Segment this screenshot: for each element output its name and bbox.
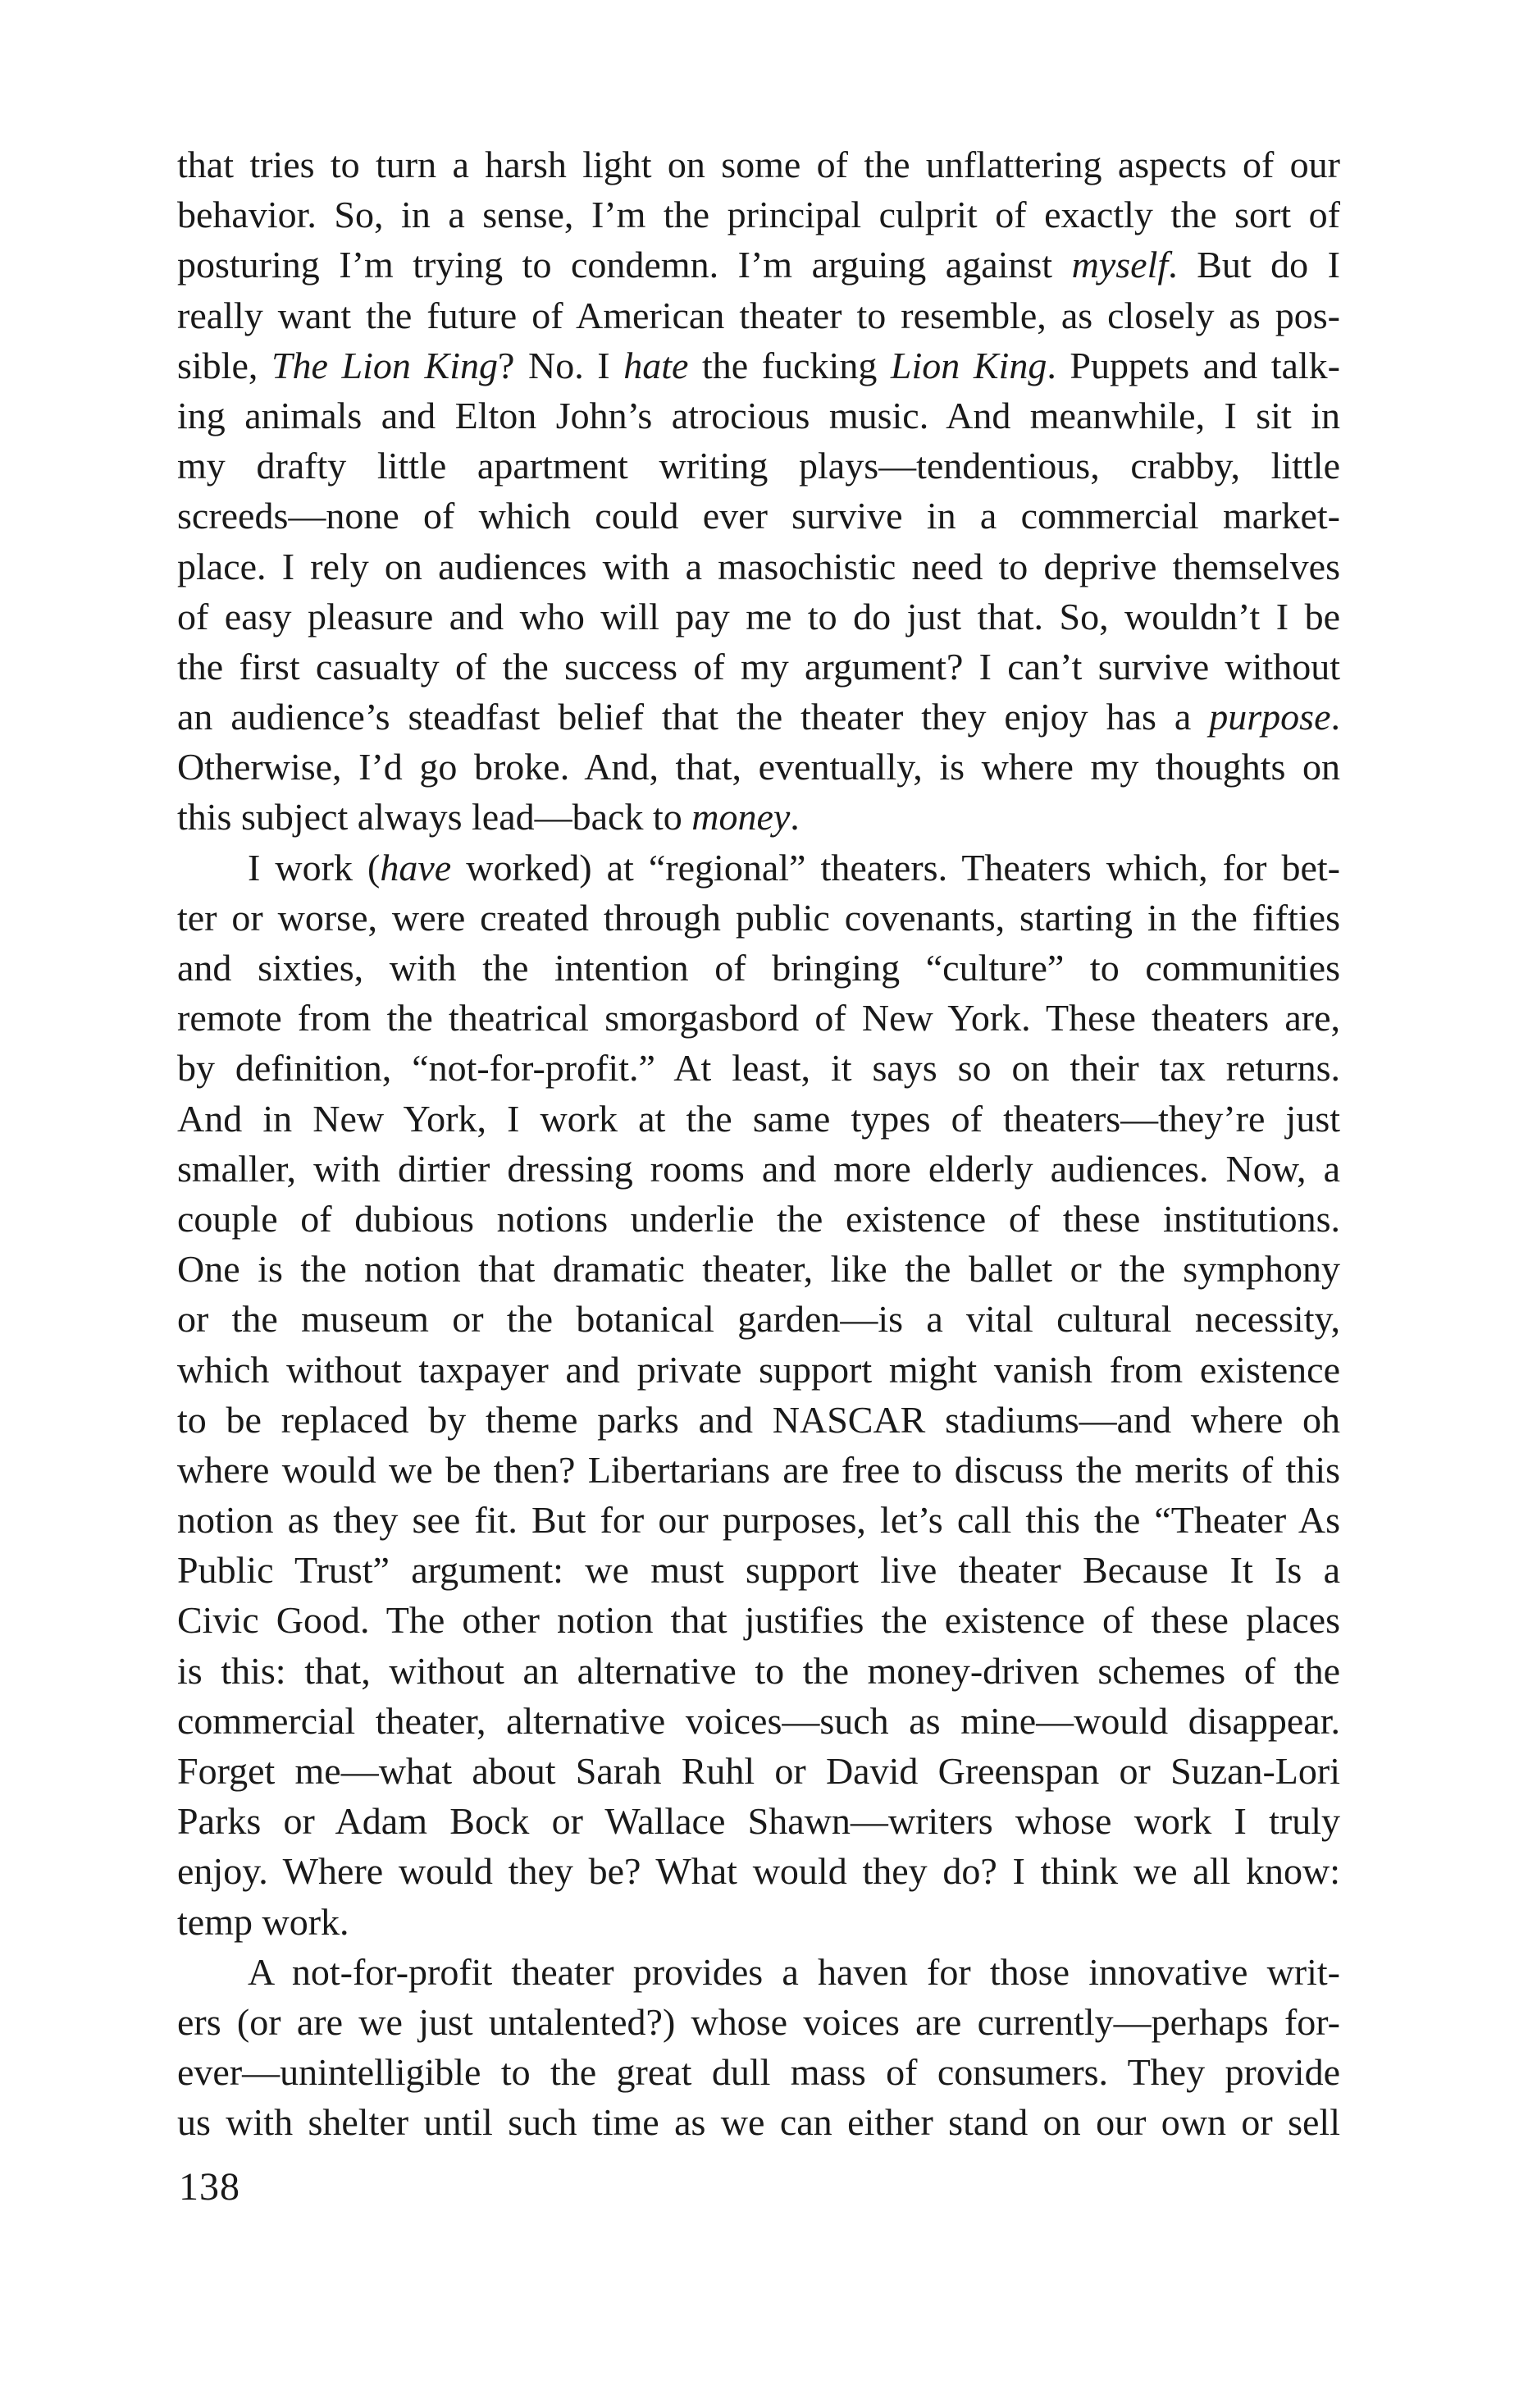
text-line: really want the future of American theater to resemble, as closely as pos-	[177, 294, 1340, 336]
text-line: Otherwise, I’d go broke. And, that, eventually, is where my thoughts on	[177, 746, 1340, 788]
text-line: enjoy. Where would they be? What would they do? I think we all know:	[177, 1850, 1340, 1893]
body-text	[177, 139, 1340, 2148]
text-line: Civic Good. The other notion that justifies the existence of these places	[177, 1599, 1340, 1642]
text-line: Parks or Adam Bock or Wallace Shawn—writers whose work I truly	[177, 1800, 1340, 1843]
text-line: an audience’s steadfast belief that the theater they enjoy has a purpose.	[177, 696, 1340, 738]
text-line: behavior. So, in a sense, I’m the principal culprit of exactly the sort of	[177, 194, 1340, 236]
text-line: A not-for-profit theater provides a haven for those innovative writ-	[248, 1950, 1340, 1993]
text-line: this subject always lead—back to money.	[177, 796, 800, 838]
text-line: remote from the theatrical smorgasbord of New York. These theaters are,	[177, 997, 1340, 1040]
text-line: the first casualty of the success of my argument? I can’t survive without	[177, 645, 1340, 688]
text-line: my drafty little apartment writing plays—tendentious, crabby, little	[177, 445, 1340, 487]
text-line: couple of dubious notions underlie the existence of these institutions.	[177, 1197, 1340, 1240]
text-line: that tries to turn a harsh light on some of the unflattering aspects of our	[177, 144, 1340, 185]
text-line: ers (or are we just untalented?) whose voices are currently—perhaps for-	[177, 2000, 1340, 2043]
text-line: temp work.	[177, 1900, 349, 1943]
text-line: posturing I’m trying to condemn. I’m arguing against myself. But do I	[177, 244, 1340, 286]
text-line: place. I rely on audiences with a masochistic need to deprive themselves	[177, 545, 1340, 587]
text-line: or the museum or the botanical garden—is a vital cultural necessity,	[177, 1298, 1340, 1341]
text-line: of easy pleasure and who will pay me to do just that. So, wouldn’t I be	[177, 595, 1340, 637]
text-line: notion as they see fit. But for our purposes, let’s call this the “Theater As	[177, 1499, 1340, 1542]
text-line: smaller, with dirtier dressing rooms and more elderly audiences. Now, a	[177, 1147, 1340, 1190]
text-line: I work (have worked) at “regional” theaters. Theaters which, for bet-	[248, 846, 1340, 889]
text-line: One is the notion that dramatic theater, like the ballet or the symphony	[177, 1248, 1340, 1291]
text-line: ever—unintelligible to the great dull mass of consumers. They provide	[177, 2051, 1340, 2094]
text-line: where would we be then? Libertarians are free to discuss the merits of this	[177, 1448, 1340, 1491]
page-number: 138	[179, 2165, 240, 2209]
text-line: ter or worse, were created through public covenants, starting in the fifties	[177, 896, 1340, 939]
text-line: is this: that, without an alternative to the money-driven schemes of the	[177, 1649, 1340, 1692]
text-line: by definition, “not-for-profit.” At least, it says so on their tax returns.	[177, 1047, 1340, 1090]
text-line: Forget me—what about Sarah Ruhl or David Greenspan or Suzan-Lori	[177, 1750, 1340, 1792]
text-line: and sixties, with the intention of bringing “culture” to communities	[177, 947, 1340, 989]
text-line: ing animals and Elton John’s atrocious music. And meanwhile, I sit in	[177, 394, 1340, 436]
text-line: to be replaced by theme parks and NASCAR stadiums—and where oh	[177, 1398, 1340, 1441]
text-line: And in New York, I work at the same types of theaters—they’re just	[177, 1097, 1340, 1140]
text-line: screeds—none of which could ever survive in a commercial market-	[177, 495, 1340, 537]
text-line: us with shelter until such time as we can either stand on our own or sell	[177, 2101, 1340, 2144]
text-line: which without taxpayer and private support might vanish from existence	[177, 1348, 1340, 1391]
text-line: commercial theater, alternative voices—such as mine—would disappear.	[177, 1699, 1340, 1742]
text-line: sible, The Lion King? No. I hate the fucking Lion King. Puppets and talk-	[177, 344, 1340, 386]
text-line: Public Trust” argument: we must support live theater Because It Is a	[177, 1549, 1340, 1592]
